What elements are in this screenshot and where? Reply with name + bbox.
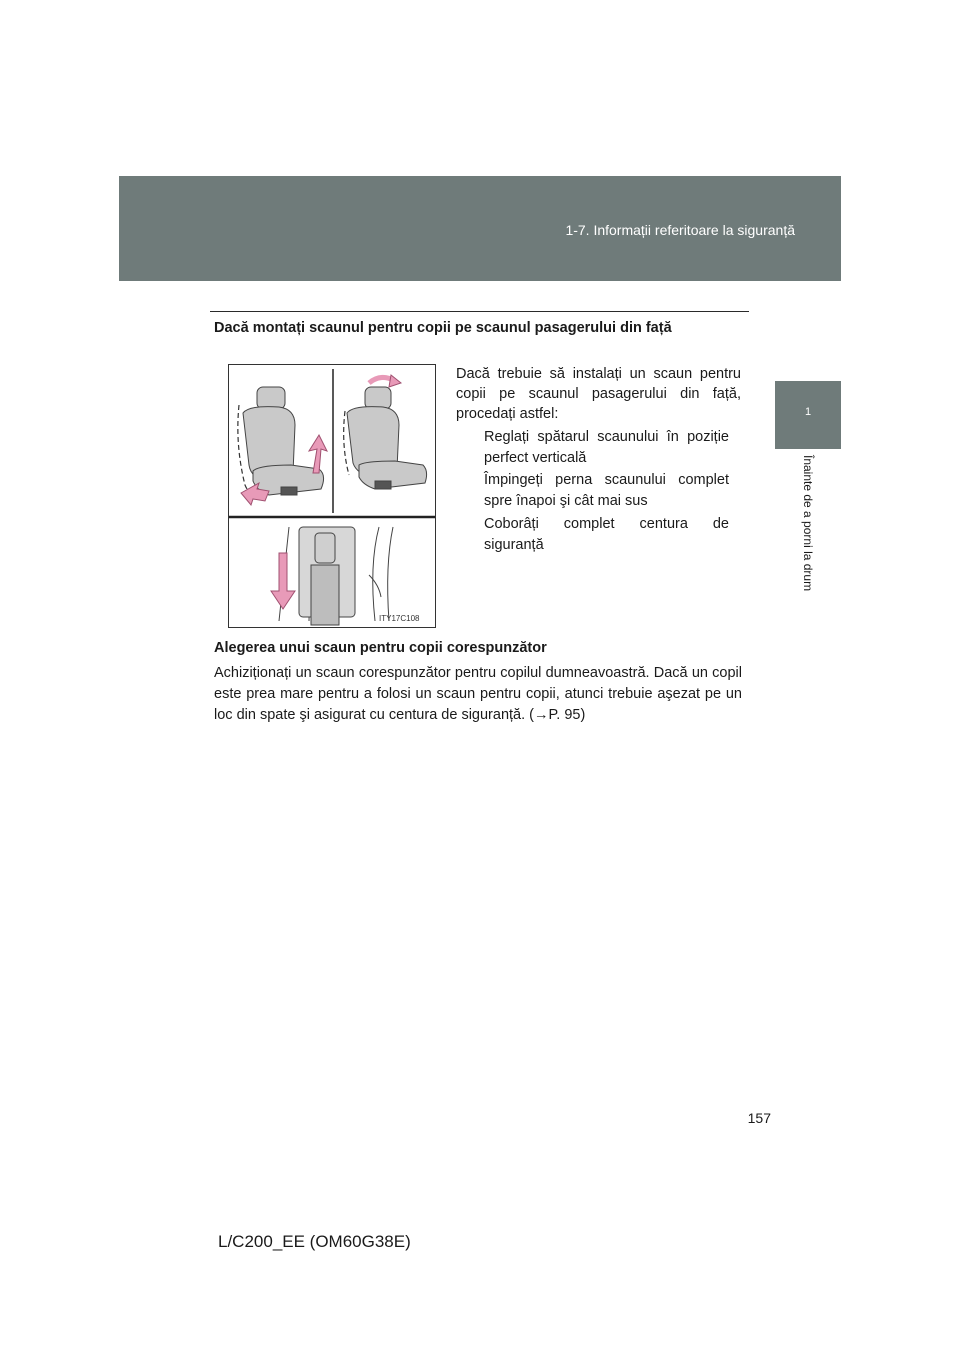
section-title: 1-7. Informații referitoare la siguranță bbox=[565, 222, 795, 238]
seat-left bbox=[243, 387, 324, 495]
step-2: Împingeți perna scaunului complet spre înapoi şi cât mai sus bbox=[484, 472, 729, 509]
seat-right bbox=[347, 387, 427, 489]
section-heading: Dacă montați scaunul pentru copii pe scaunul pasagerului din față bbox=[214, 320, 672, 336]
step-1: Reglați spătarul scaunului în poziție perfect verticală bbox=[484, 429, 729, 466]
chapter-label bbox=[799, 455, 817, 635]
step-3: Coborâți complet centura de siguranță bbox=[484, 516, 729, 553]
arrow-down bbox=[271, 553, 295, 609]
seatbelt-area bbox=[279, 527, 393, 625]
subsection-paragraph: Achiziționați un scaun corespunzător pentru copilul dumneavoastră. Dacă un copil este prea mare pentru a folosi un scaun pentru copii, atunci trebuie aşezat pe un loc din spate şi asigurat cu centura de siguranță. (→P. 95) bbox=[214, 665, 742, 723]
subsection-heading: Alegerea unui scaun pentru copii corespunzător bbox=[214, 640, 547, 656]
page-number: 157 bbox=[747, 1110, 771, 1126]
chapter-label-text: Înainte de a porni la drum bbox=[801, 455, 815, 592]
seat-illustration-svg bbox=[229, 365, 435, 627]
footer-code: L/C200_EE (OM60G38E) bbox=[218, 1232, 411, 1251]
seat-illustration bbox=[228, 364, 436, 628]
intro-text: Dacă trebuie să instalați un scaun pentru copii pe scaunul pasagerului din față, procedați astfel: bbox=[456, 366, 741, 422]
figure-code: ITY17C108 bbox=[379, 614, 420, 623]
chapter-number: 1 bbox=[804, 406, 812, 418]
divider bbox=[210, 311, 749, 312]
arrow-up bbox=[309, 435, 327, 473]
